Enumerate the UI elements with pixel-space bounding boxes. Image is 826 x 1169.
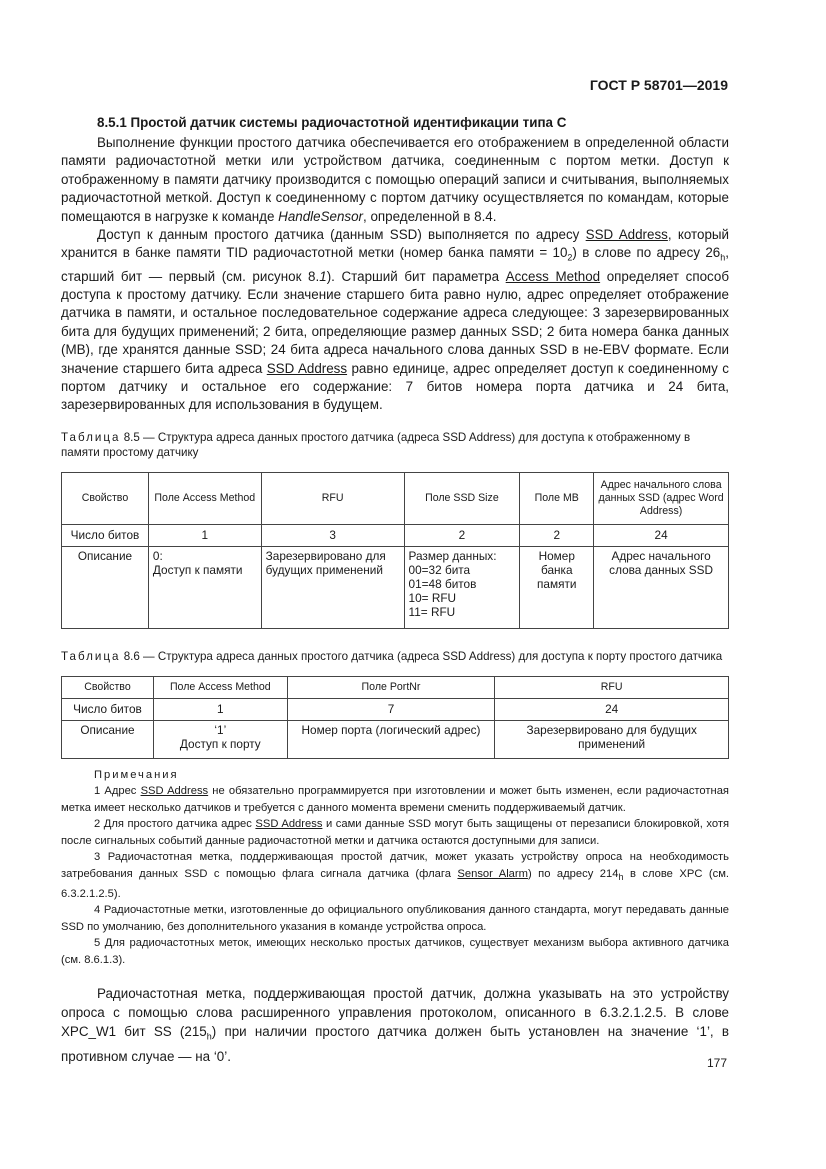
sensor-alarm-link[interactable]: Sensor Alarm bbox=[457, 867, 528, 880]
table-cell: 0: Доступ к памяти bbox=[148, 546, 261, 628]
table-cell: 3 bbox=[261, 524, 404, 546]
page-content bbox=[61, 113, 729, 1066]
table-cell: Описание bbox=[62, 546, 149, 628]
table-cell: 2 bbox=[520, 524, 594, 546]
table-cell: 2 bbox=[404, 524, 520, 546]
table-row bbox=[62, 524, 729, 546]
table-row bbox=[62, 720, 729, 758]
table-8-5-caption: Таблица 8.5 — Структура адреса данных простого датчика (адреса SSD Address) для доступа к отображенному в памяти простому датчику bbox=[61, 430, 691, 459]
table-cell: Номер банка памяти bbox=[520, 546, 594, 628]
standard-header: ГОСТ Р 58701—2019 bbox=[589, 77, 728, 93]
paragraph-1: Выполнение функции простого датчика обеспечивается его отображением в определенной области памяти радиочастотной метки или устройством датчика, соединенным с портом метки. Доступ к отображенному в памяти датчику производится с помощью операций записи и считывания, выполняемых радиочастотной меткой. Доступ к соединенному с портом датчику осуществляется по командам, которые помещаются в нагрузке к команде HandleSensor, определенной в 8.4. bbox=[61, 135, 729, 224]
table-cell: Число битов bbox=[62, 698, 154, 720]
table-header-cell: Поле SSD Size bbox=[404, 472, 520, 524]
table-cell: 1 bbox=[153, 698, 287, 720]
table-cell: 1 bbox=[148, 524, 261, 546]
table-header-cell: Свойство bbox=[62, 676, 154, 698]
ssd-address-link[interactable]: SSD Address bbox=[585, 227, 668, 243]
table-cell: Описание bbox=[62, 720, 154, 758]
table-header-cell: RFU bbox=[495, 676, 729, 698]
note-4: 4 Радиочастотные метки, изготовленные до официального опубликования данного стандарта, могут передавать данные SSD по умолчанию, без дополнительного указания в команде устройства опроса. bbox=[61, 904, 729, 933]
table-cell: Размер данных: 00=32 бита 01=48 битов 10= RFU 11= RFU bbox=[404, 546, 520, 628]
ssd-address-link[interactable]: SSD Address bbox=[255, 818, 323, 831]
table-cell: 24 bbox=[495, 698, 729, 720]
table-cell: Число битов bbox=[62, 524, 149, 546]
ssd-address-link[interactable]: SSD Address bbox=[266, 360, 348, 376]
note-5: 5 Для радиочастотных меток, имеющих несколько простых датчиков, существует механизм выбора активного датчика (см. 8.6.1.3). bbox=[61, 937, 729, 966]
table-header-cell: Адрес начального слова данных SSD (адрес Word Address) bbox=[594, 472, 729, 524]
notes bbox=[61, 767, 729, 968]
table-cell: Адрес начального слова данных SSD bbox=[594, 546, 729, 628]
table-header-cell: Поле Access Method bbox=[148, 472, 261, 524]
note-3: 3 Радиочастотная метка, поддерживающая простой датчик, может указать устройству опроса на необходимость затребования данных SSD с помощью флага сигнала датчика (флага Sensor Alarm) по адресу $214_h$ в слове XPC (см. 6.3.2.1.2.5). bbox=[61, 851, 729, 900]
final-paragraph: Радиочастотная метка, поддерживающая простой датчик, должна указывать на это устройству опроса с помощью слова расширенного управления протоколом, описанного в 6.3.2.1.2.5. В слове XPC_W1 бит SS $(215_h)$ при наличии простого датчика должен быть установлен на значение ‘1’, в противном случае — на ‘0’. bbox=[61, 986, 729, 1064]
paragraph-2: Доступ к данным простого датчика (данным SSD) выполняется по адресу SSD Address, который хранится в банке памяти TID радиочастотной метки (номер банка памяти = $10_2$) в слове по адресу $26_h$, старший бит — первый (см. рисунок 8.1). Старший бит параметра Access Method определяет способ доступа к простому датчику. Если значение старшего бита равно нулю, адрес определяет отображение датчика в памяти, и остальное последовательное содержание адреса следующее: 3 зарезервированных бита для будущих применений; 2 бита, определяющие размер данных SSD; 2 бита номера банка данных (MB), где хранятся данные SSD; 24 бита адреса начального слова данных SSD в не-EBV формате. Если значение старшего бита адреса SSD Address равно единице, адрес определяет доступ к соединенному с портом датчику и остальное его содержание: 7 битов номера порта датчика и 24 бита, зарезервированных для использования в будущем. bbox=[61, 227, 729, 413]
table-row bbox=[62, 546, 729, 628]
command-name: HandleSensor bbox=[278, 208, 364, 224]
table-cell: ‘1’ Доступ к порту bbox=[153, 720, 287, 758]
page-number: 177 bbox=[706, 1056, 727, 1070]
table-header-row bbox=[62, 472, 729, 524]
access-method-link[interactable]: Access Method bbox=[505, 268, 601, 284]
table-header-row bbox=[62, 676, 729, 698]
note-2: 2 Для простого датчика адрес SSD Address и сами данные SSD могут быть защищены от перезаписи блокировкой, хотя после сигнальных событий данные радиочастотной метки и датчика остаются доступными для записи. bbox=[61, 818, 730, 847]
table-cell: Зарезервировано для будущих применений bbox=[261, 546, 404, 628]
table-header-cell: Свойство bbox=[62, 472, 149, 524]
table-8-5 bbox=[61, 472, 729, 629]
ssd-address-link[interactable]: SSD Address bbox=[140, 785, 209, 798]
table-header-cell: Поле MB bbox=[520, 472, 594, 524]
table-cell: Номер порта (логический адрес) bbox=[287, 720, 495, 758]
table-8-6 bbox=[61, 676, 729, 759]
table-cell: 24 bbox=[594, 524, 729, 546]
table-8-6-caption: Таблица 8.6 — Структура адреса данных простого датчика (адреса SSD Address) для доступа к порту простого датчика bbox=[61, 649, 723, 663]
table-header-cell: Поле Access Method bbox=[153, 676, 287, 698]
table-row bbox=[62, 698, 729, 720]
table-header-cell: RFU bbox=[261, 472, 404, 524]
note-1: 1 Адрес SSD Address не обязательно программируется при изготовлении и может быть изменен, если радиочастотная метка имеет несколько датчиков и требуется с данного момента времени сменить поддерживаемый датчик. bbox=[61, 785, 729, 814]
section-heading: 8.5.1 Простой датчик системы радиочастотной идентификации типа С bbox=[97, 115, 567, 130]
notes-title: Примечания bbox=[94, 768, 179, 781]
table-header-cell: Поле PortNr bbox=[287, 676, 495, 698]
table-cell: Зарезервировано для будущих применений bbox=[495, 720, 729, 758]
table-cell: 7 bbox=[287, 698, 495, 720]
